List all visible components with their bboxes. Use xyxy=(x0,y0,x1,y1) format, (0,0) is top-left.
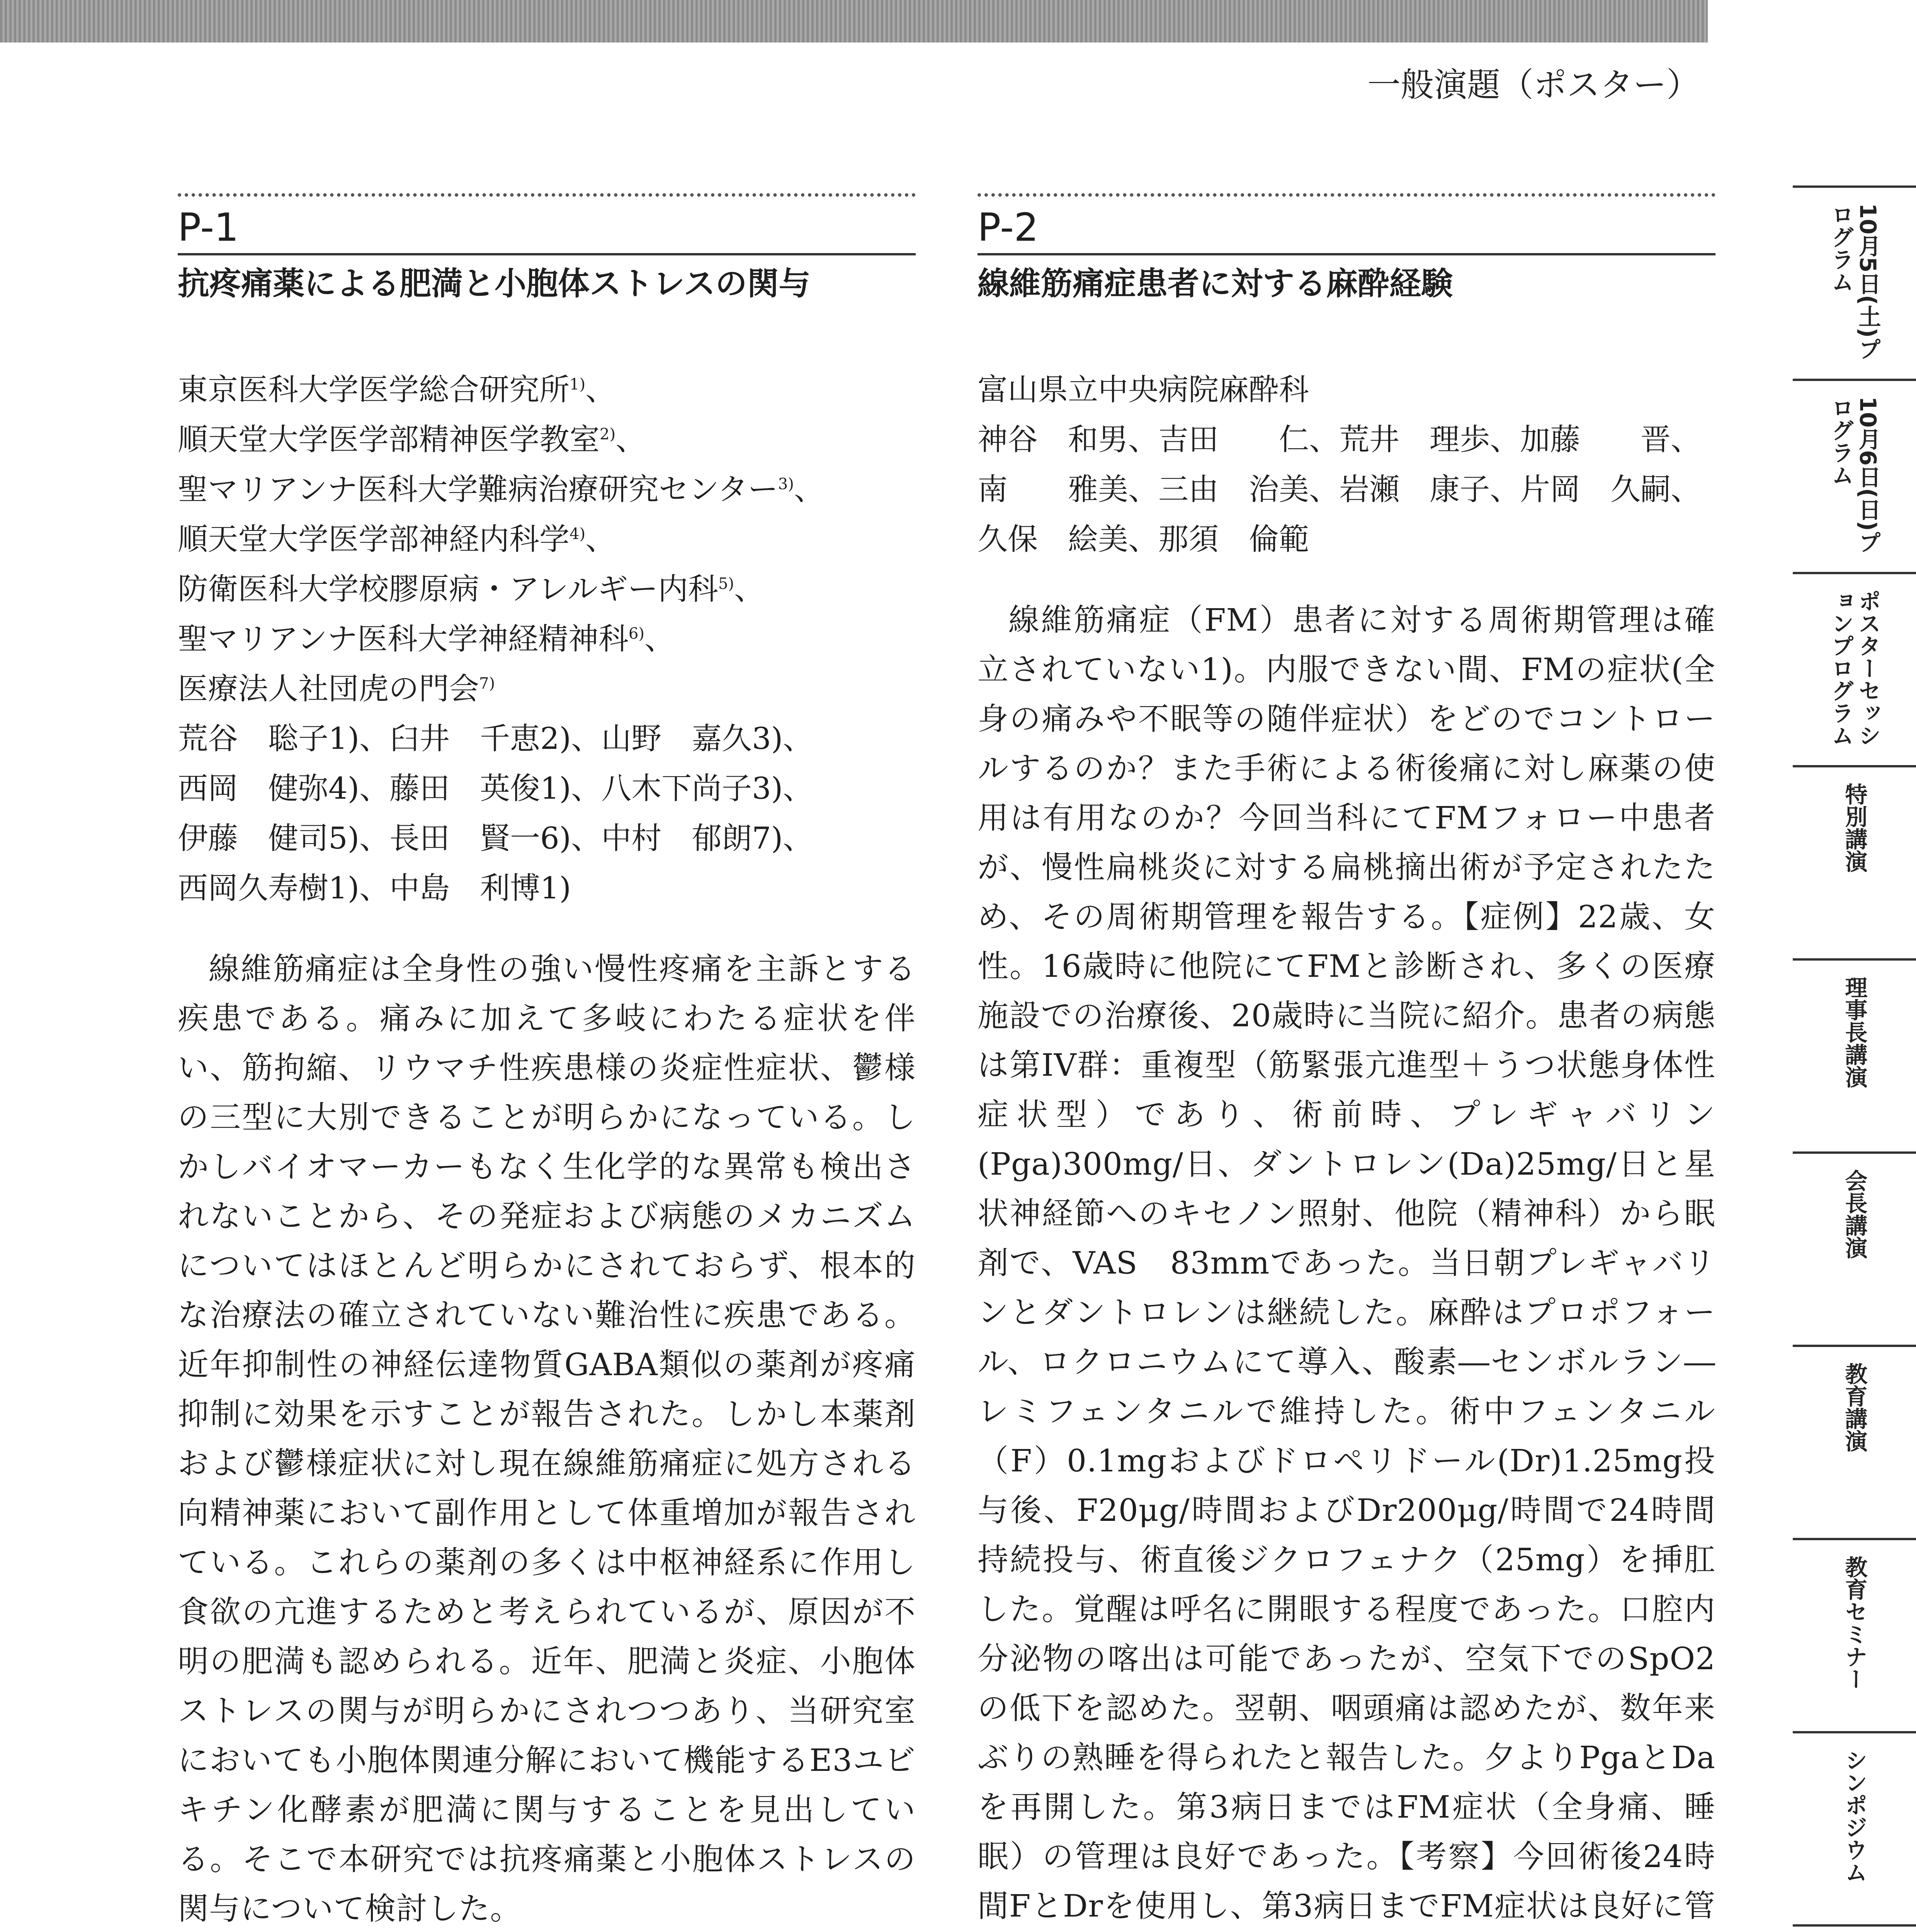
abstract-p2 xyxy=(978,193,1715,1932)
abstract-title: 抗疼痛薬による肥満と小胞体ストレスの関与 xyxy=(178,265,811,302)
affiliation-line: 聖マリアンナ医科大学難病治療研究センター$^{3)}$、 xyxy=(178,472,824,507)
author-line: 南 雅美、三由 治美、岩瀬 康子、片岡 久嗣、 xyxy=(978,472,1701,507)
author-line: 伊藤 健司5)、長田 賢一6)、中村 郁朗7)、 xyxy=(178,821,813,856)
abstract-number: P-2 xyxy=(978,193,1715,255)
tab-education-lecture[interactable]: 教育講演 xyxy=(1793,1345,1916,1538)
abstract-title: 線維筋痛症患者に対する麻酔経験 xyxy=(978,265,1453,302)
abstract-body: 線維筋痛症は全身性の強い慢性疼痛を主訴とする疾患である。痛みに加えて多岐にわたる症状を伴い、筋拘縮、リウマチ性疾患様の炎症性症状、鬱様の三型に大別できることが明らかになっている。しかしバイオマーカーもなく生化学的な異常も検出されないことから、その発症および病態のメカニズムについてはほとんど明らかにされておらず、根本的な治療法の確立されていない難治性に疾患である。近年抑制性の神経伝達物質GABA類似の薬剤が疼痛抑制に効果を示すことが報告された。しかし本薬剤および鬱様症状に対し現在線維筋痛症に処方される向精神薬において副作用として体重増加が報告されている。これらの薬剤の多くは中枢神経系に作用し食欲の亢進するためと考えられているが、原因が不明の肥満も認められる。近年、肥満と炎症、小胞体ストレスの関与が明らかにされつつあり、当研究室においても小胞体関連分解において機能するE3ユビキチン化酵素が肥満に関与することを見出している。そこで本研究では抗疼痛薬と小胞体ストレスの関与について検討した。 xyxy=(178,951,916,1927)
tab-symposium[interactable]: シンポジウム xyxy=(1793,1731,1916,1924)
tab-oct5-program[interactable]: 10月5日(土)プログラム xyxy=(1793,185,1916,379)
affiliation-line: 東京医科大学医学総合研究所$^{1)}$、 xyxy=(178,372,616,407)
tab-oct6-program[interactable]: 10月6日(日)プログラム xyxy=(1793,379,1916,572)
affiliations xyxy=(978,365,1715,565)
abstract-number: P-1 xyxy=(178,193,916,255)
tab-special-lecture[interactable]: 特別講演 xyxy=(1793,765,1916,958)
author-line: 西岡久寿樹1)、中島 利博1) xyxy=(178,871,571,906)
affiliation-line: 富山県立中央病院麻酔科 xyxy=(978,372,1309,407)
abstract-body: 線維筋痛症（FM）患者に対する周術期管理は確立されていない1)。内服できない間、FMの症状(全身の痛みや不眠等の随伴症状）をどのでコントロールするのか？また手術による術後痛に対し麻薬の使用は有用なのか？今回当科にてFMフォロー中患者が、慢性扁桃炎に対する扁桃摘出術が予定されたため、その周術期管理を報告する。【症例】22歳、女性。16歳時に他院にてFMと診断され、多くの医療施設での治療後、20歳時に当院に紹介。患者の病態は第IV群：重複型（筋緊張亢進型＋うつ状態身体性症状型）であり、術前時、プレギャバリン(Pga)300mg/日、ダントロレン(Da)25mg/日と星状神経節へのキセノン照射、他院（精神科）から眠剤で、VAS 83mmであった。当日朝プレギャバリンとダントロレンは継続した。麻酔はプロポフォール、ロクロニウムにて導入、酸素―センボルラン―レミフェンタニルで維持した。術中フェンタニル（F）0.1mgおよびドロペリドール(Dr)1.25mg投与後、F20μg/時間およびDr200μg/時間で24時間持続投与、術直後ジクロフェナク（25mg）を挿肛した。覚醒は呼名に開眼する程度であった。口腔内分泌物の喀出は可能であったが、空気下でのSpO2の低下を認めた。翌朝、咽頭痛は認めたが、数年来ぶりの熟睡を得られたと報告した。夕よりPgaとDaを再開した。第3病日まではFM症状（全身痛、睡眠）の管理は良好であった。【考察】今回術後24時間FとDrを使用し、第3病日までFM症状は良好に管 xyxy=(978,602,1715,1924)
affiliation-line: 医療法人社団虎の門会$^{7)}$ xyxy=(178,672,495,706)
tab-chairman-lecture[interactable]: 理事長講演 xyxy=(1793,958,1916,1151)
header-band xyxy=(0,0,1708,43)
tab-poster-program[interactable]: ポスターセッションプログラム xyxy=(1793,572,1916,765)
section-label: 一般演題（ポスター） xyxy=(1367,66,1700,104)
abstract-p1 xyxy=(178,193,916,1932)
tab-president-lecture[interactable]: 会長講演 xyxy=(1793,1151,1916,1345)
affiliation-line: 順天堂大学医学部精神医学教室$^{2)}$、 xyxy=(178,422,646,457)
affiliations xyxy=(178,365,916,913)
side-index-tabs xyxy=(1793,185,1916,1932)
author-line: 西岡 健弥4)、藤田 英俊1)、八木下尚子3)、 xyxy=(178,771,813,806)
author-line: 神谷 和男、吉田 仁、荒井 理歩、加藤 晋、 xyxy=(978,422,1701,457)
affiliation-line: 防衛医科大学校膠原病・アレルギー内科$^{5)}$、 xyxy=(178,572,765,607)
tab-special-program[interactable] xyxy=(1793,1924,1916,1932)
affiliation-line: 聖マリアンナ医科大学神経精神科$^{6)}$、 xyxy=(178,622,675,656)
tab-education-seminar[interactable]: 教育セミナー xyxy=(1793,1538,1916,1731)
author-line: 荒谷 聡子1)、臼井 千恵2)、山野 嘉久3)、 xyxy=(178,721,813,756)
affiliation-line: 順天堂大学医学部神経内科学$^{4)}$、 xyxy=(178,522,616,557)
author-line: 久保 絵美、那須 倫範 xyxy=(978,522,1309,557)
